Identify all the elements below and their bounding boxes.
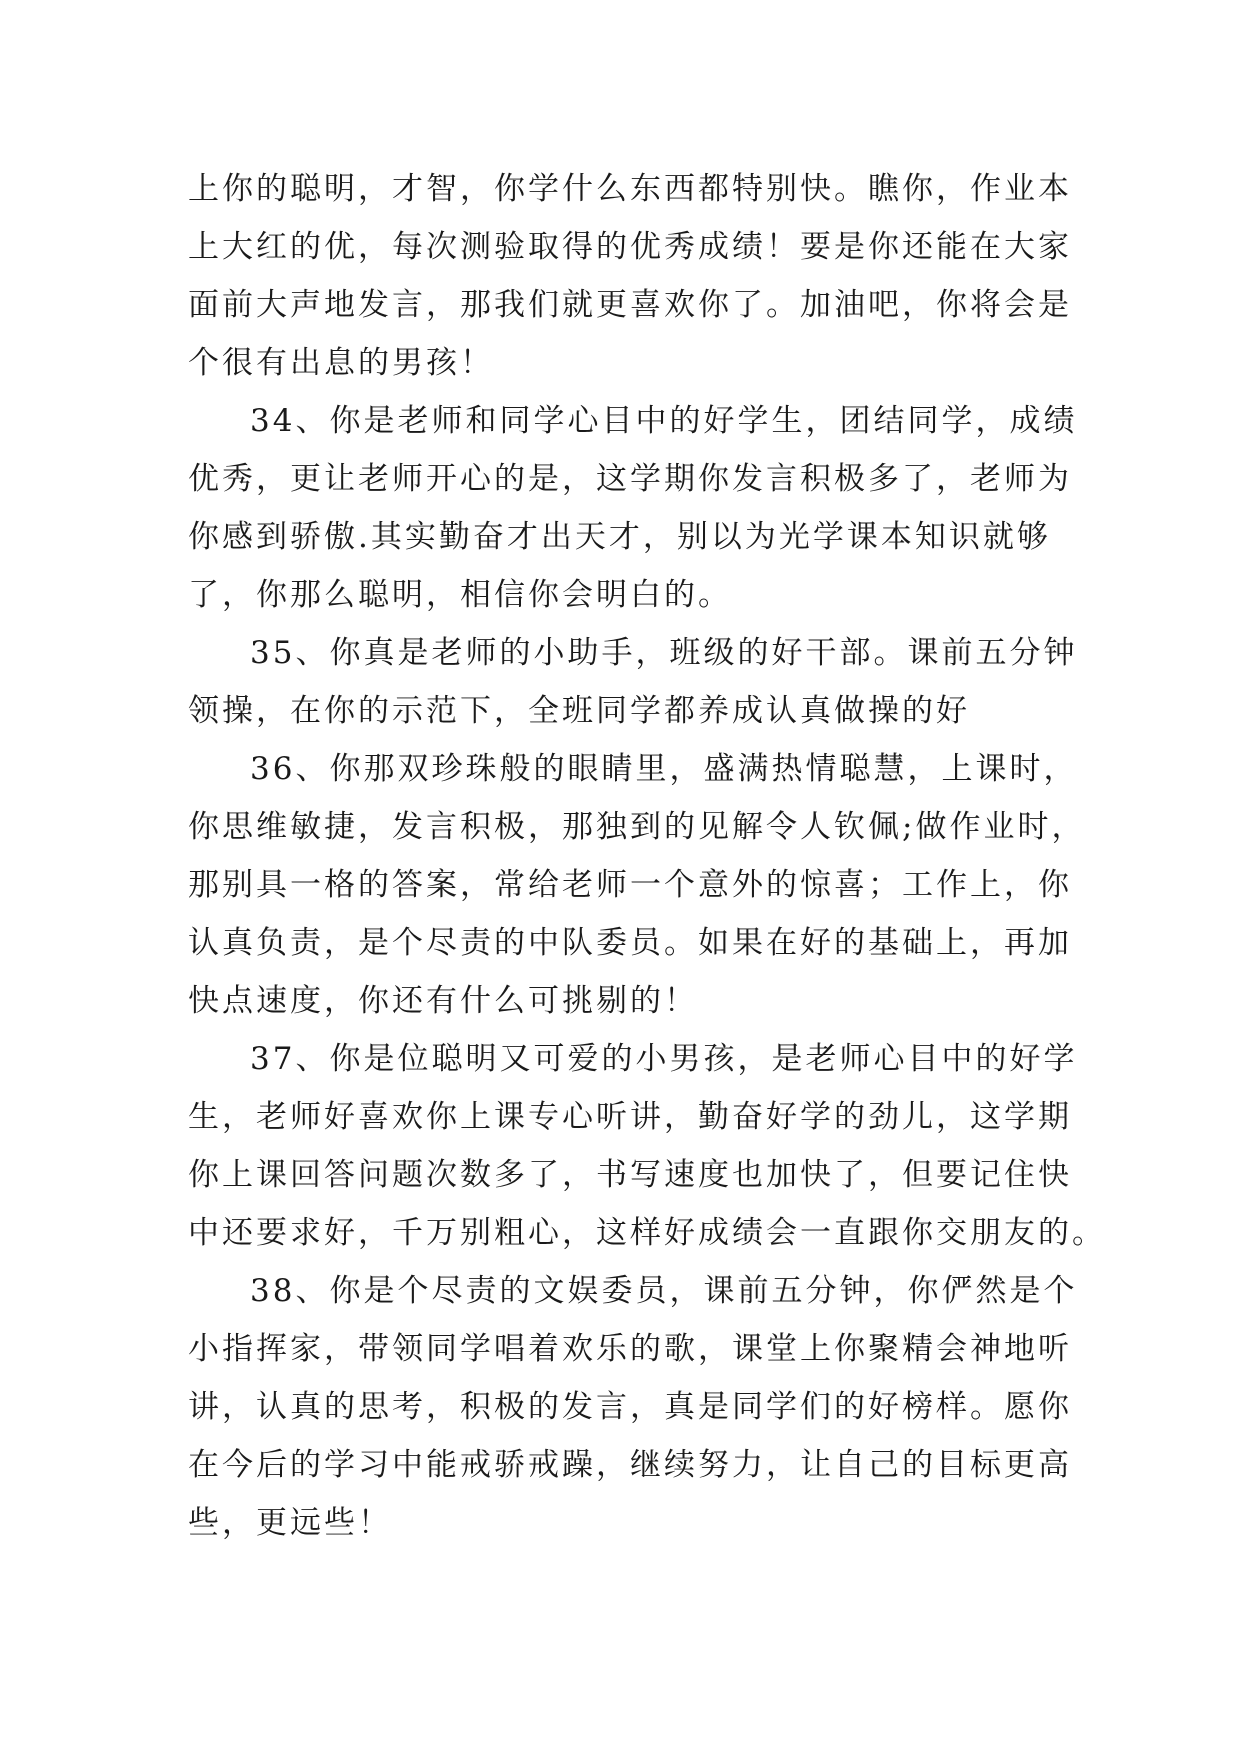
text-line: 小指挥家，带领同学唱着欢乐的歌，课堂上你聚精会神地听 xyxy=(188,1331,1072,1367)
text-line: 上你的聪明，才智，你学什么东西都特别快。瞧你，作业本 xyxy=(188,171,1072,207)
text-line: 面前大声地发言，那我们就更喜欢你了。加油吧，你将会是 xyxy=(188,287,1072,323)
text-line: 领操，在你的示范下，全班同学都养成认真做操的好 xyxy=(188,693,970,729)
text-line: 生，老师好喜欢你上课专心听讲，勤奋好学的劲儿，这学期 xyxy=(188,1099,1072,1135)
text-line: 34、你是老师和同学心目中的好学生，团结同学，成绩 xyxy=(250,403,1078,439)
paragraph-37 xyxy=(188,1030,1106,1262)
text-line: 讲，认真的思考，积极的发言，真是同学们的好榜样。愿你 xyxy=(188,1389,1072,1425)
text-line: 那别具一格的答案，常给老师一个意外的惊喜；工作上，你 xyxy=(188,867,1072,903)
text-line: 中还要求好，千万别粗心，这样好成绩会一直跟你交朋友的。 xyxy=(188,1215,1106,1251)
paragraph-33-continuation xyxy=(188,160,1072,392)
text-line: 35、你真是老师的小助手，班级的好干部。课前五分钟 xyxy=(250,635,1078,671)
document-body xyxy=(188,160,1106,1552)
text-line: 37、你是位聪明又可爱的小男孩，是老师心目中的好学 xyxy=(250,1041,1078,1077)
text-line: 认真负责，是个尽责的中队委员。如果在好的基础上，再加 xyxy=(188,925,1072,961)
text-line: 了，你那么聪明，相信你会明白的。 xyxy=(188,577,732,613)
text-line: 36、你那双珍珠般的眼睛里，盛满热情聪慧，上课时， xyxy=(250,751,1078,787)
text-line: 快点速度，你还有什么可挑剔的！ xyxy=(188,983,698,1019)
paragraph-38 xyxy=(188,1262,1078,1552)
text-line: 上大红的优，每次测验取得的优秀成绩！要是你还能在大家 xyxy=(188,229,1072,265)
text-line: 你思维敏捷，发言积极，那独到的见解令人钦佩;做作业时， xyxy=(188,809,1086,845)
paragraph-36 xyxy=(188,740,1086,1030)
text-line: 些，更远些！ xyxy=(188,1505,392,1541)
text-line: 你上课回答问题次数多了，书写速度也加快了，但要记住快 xyxy=(188,1157,1072,1193)
paragraph-35 xyxy=(188,624,1078,740)
text-line: 个很有出息的男孩！ xyxy=(188,345,494,381)
text-line: 38、你是个尽责的文娱委员，课前五分钟，你俨然是个 xyxy=(250,1273,1078,1309)
paragraph-34 xyxy=(188,392,1078,624)
text-line: 你感到骄傲.其实勤奋才出天才，别以为光学课本知识就够 xyxy=(188,519,1051,555)
text-line: 优秀，更让老师开心的是，这学期你发言积极多了，老师为 xyxy=(188,461,1072,497)
text-line: 在今后的学习中能戒骄戒躁，继续努力，让自己的目标更高 xyxy=(188,1447,1072,1483)
